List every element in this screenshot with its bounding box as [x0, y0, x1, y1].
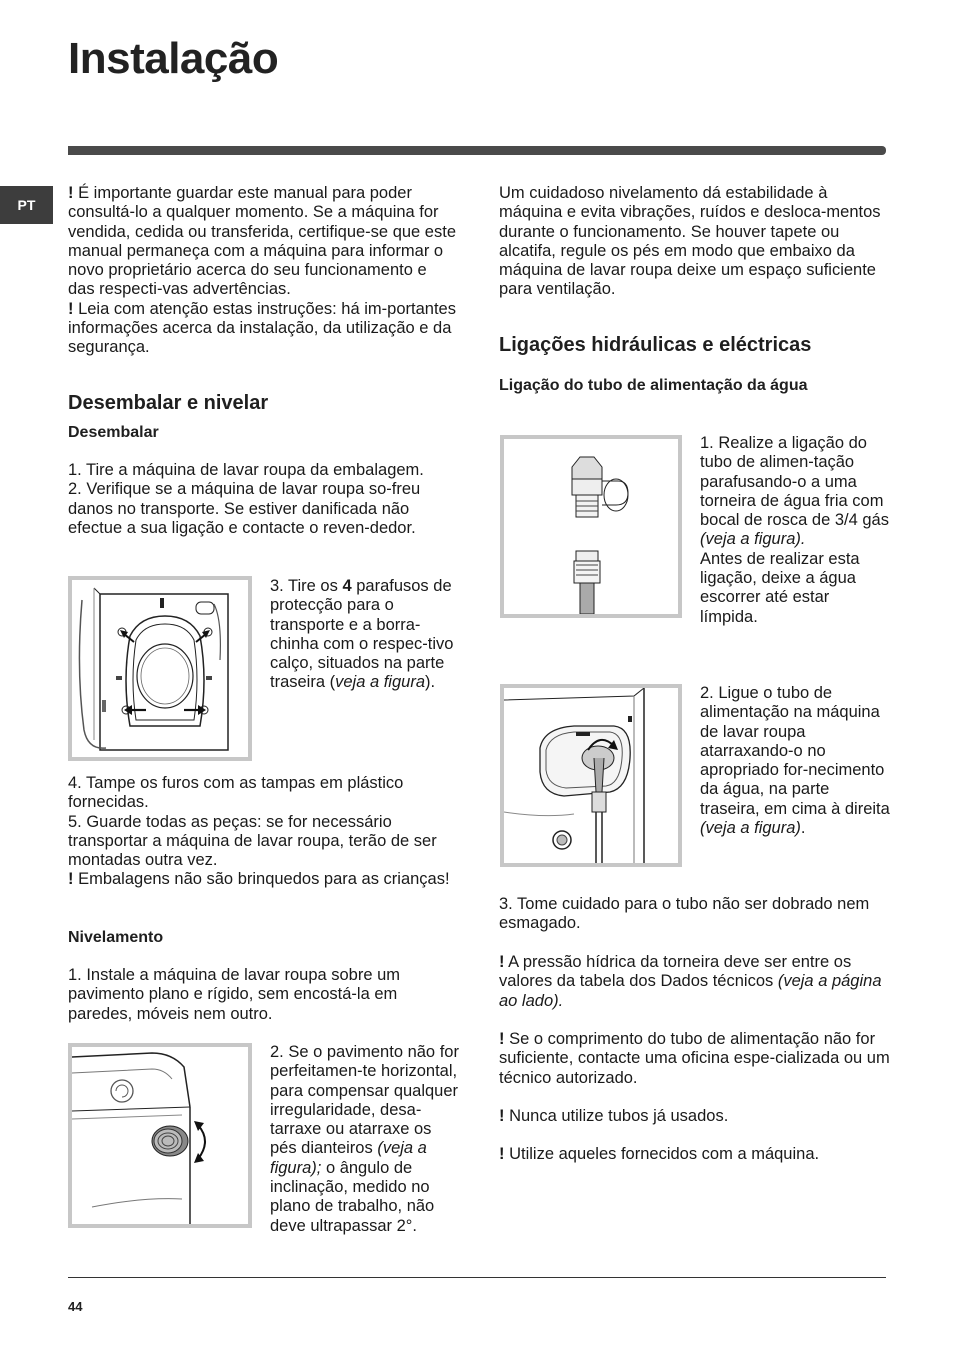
hose-step-1: 1. Realize a ligação do tubo de alimen-tação parafusando-o a uma torneira de água fria com bocal de rosca de 3/4 gás (veja a figura). Antes de realizar esta ligação, deixe a água escorrer até estar límpida.: [700, 434, 889, 626]
tap-drawing: [504, 439, 678, 614]
figure-tap-hose: [500, 435, 682, 618]
supplied-hose-note: ! Utilize aqueles fornecidos com a máquina.: [499, 1145, 820, 1163]
warning-mark: !: [499, 1145, 505, 1163]
intro-note-2: ! Leia com atenção estas instruções: há im-portantes informações acerca da instalação, da utilização e da segurança.: [68, 299, 456, 357]
figure-rear-transport-bolts: [68, 576, 252, 761]
subheading-leveling: Nivelamento: [68, 929, 164, 946]
leveling-step-2: 2. Se o pavimento não for perfeitamen-te horizontal, para compensar qualquer irregularidade, desa-tarraxe ou atarraxe os pés dianteiros (veja a figura); o ângulo de inclinação, medido no plano de trabalho, não deve ultrapassar 2°.: [270, 1043, 459, 1235]
unpack-step-1: 1. Tire a máquina de lavar roupa da embalagem.: [68, 461, 424, 479]
leveling-intro: Um cuidadoso nivelamento dá estabilidade à máquina e evita vibrações, ruídos e desloca-mentos durante o funcionamento. Se houver tapete ou alcatifa, regule os pés em modo que embaixo da máquina de lavar roupa deixe um espaço suficiente para ventilação.: [499, 184, 881, 299]
packaging-warning: ! Embalagens não são brinquedos para as crianças!: [68, 870, 450, 889]
leveling-step-1: 1. Instale a máquina de lavar roupa sobre um pavimento plano e rígido, sem encostá-la em paredes, móveis nem outro.: [68, 966, 401, 1023]
section-heading-unpack-level: Desembalar e nivelar: [68, 392, 269, 414]
unpack-steps-1-2: [68, 461, 460, 538]
unpack-steps-4-5: [68, 774, 460, 890]
warning-mark: !: [499, 1030, 505, 1048]
section-heading-connections: Ligações hidráulicas e eléctricas: [499, 334, 812, 356]
intro-notes: [68, 184, 456, 358]
hose-step-2: 2. Ligue o tubo de alimentação na máquina de lavar roupa atarraxando-o no apropriado for-necimento da água, na parte traseira, em cima à direita (veja a figura).: [700, 684, 890, 838]
subheading-water-hose: Ligação do tubo de alimentação da água: [499, 377, 808, 394]
hose-connection-drawing: [504, 688, 678, 863]
warning-mark: !: [68, 299, 74, 318]
intro-note-1: ! É importante guardar este manual para poder consultá-lo a qualquer momento. Se a máquina for vendida, cedida ou transferida, certifique-se que este manual permaneça com a máquina para informar o novo proprietário acerca do seu funcionamento e das respecti-vas advertências.: [68, 184, 456, 299]
warning-mark: !: [499, 953, 505, 971]
page-title: Instalação: [68, 34, 279, 83]
unpack-step-4: 4. Tampe os furos com as tampas em plástico fornecidas.: [68, 774, 404, 812]
used-hose-warning: ! Nunca utilize tubos já usados.: [499, 1107, 729, 1125]
washer-foot-drawing: [72, 1047, 248, 1224]
subheading-unpack: Desembalar: [68, 424, 159, 441]
washer-rear-drawing: [72, 580, 248, 757]
hose-length-warning: ! Se o comprimento do tubo de alimentação não for suficiente, contacte uma oficina espe-cializada ou um técnico autorizado.: [499, 1030, 890, 1087]
footer-rule: [68, 1277, 886, 1278]
page-number: 44: [68, 1299, 83, 1314]
language-tab: PT: [0, 186, 53, 224]
hose-step-3: 3. Tome cuidado para o tubo não ser dobrado nem esmagado.: [499, 895, 870, 933]
warning-mark: !: [499, 1107, 505, 1125]
pressure-warning: ! A pressão hídrica da torneira deve ser entre os valores da tabela dos Dados técnicos (veja a página ao lado).: [499, 953, 882, 1010]
header-rule: [68, 146, 886, 155]
figure-adjustable-foot: [68, 1043, 252, 1228]
warning-mark: !: [68, 184, 74, 202]
figure-hose-connection: [500, 684, 682, 867]
warning-mark: !: [68, 870, 74, 889]
unpack-step-3: 3. Tire os 4 parafusos de protecção para o transporte e a borra-chinha com o respec-tivo calço, situados na parte traseira (veja a figura).: [270, 577, 454, 692]
unpack-step-5: 5. Guarde todas as peças: se for necessário transportar a máquina de lavar roupa, terão de ser montadas outra vez.: [68, 812, 437, 870]
unpack-step-2: 2. Verifique se a máquina de lavar roupa so-freu danos no transporte. Se estiver danificada não efectue a sua ligação e contacte o reven-dedor.: [68, 480, 421, 537]
